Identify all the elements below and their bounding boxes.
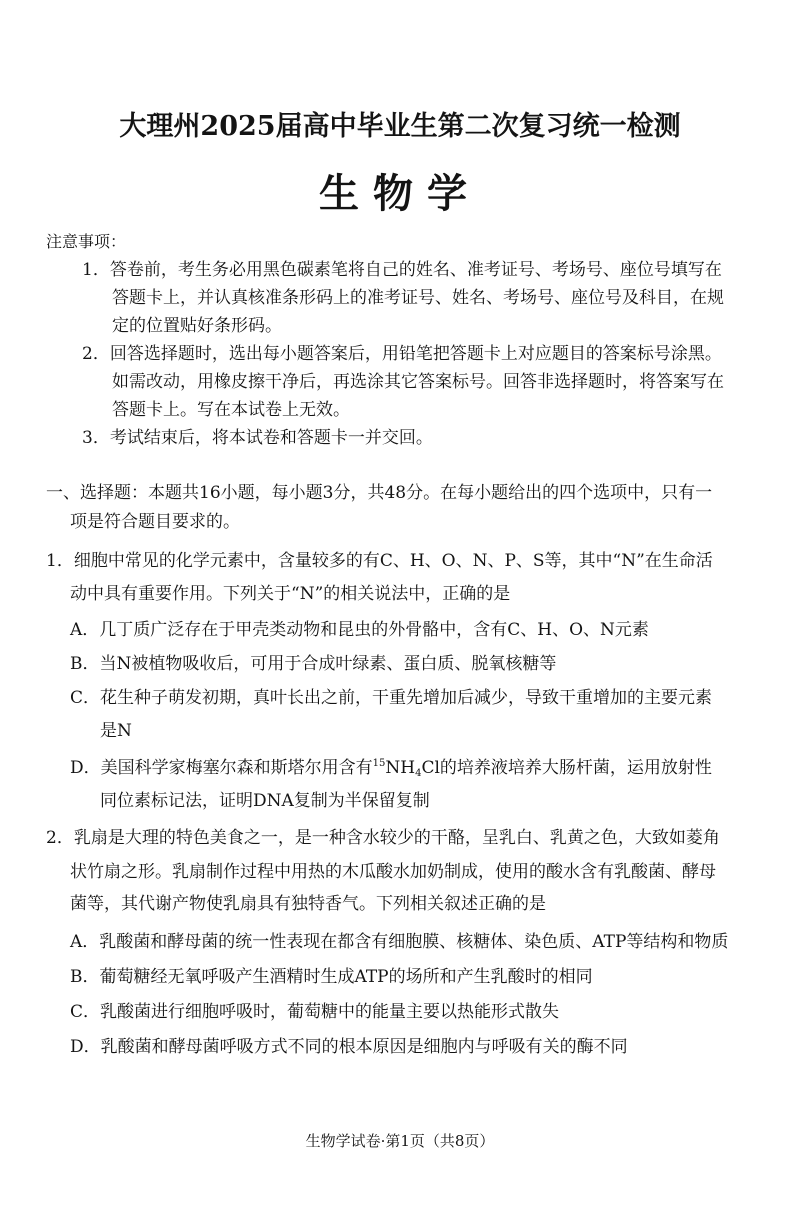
notice-heading: 注意事项： [46,232,127,251]
exam-title: 大理州2025届高中毕业生第二次复习统一检测 [119,111,681,142]
notice-item-2-line-3: 答题卡上。写在本试卷上无效。 [112,400,350,420]
question-2-option-c: C．乳酸菌进行细胞呼吸时，葡萄糖中的能量主要以热能形式散失 [70,1002,560,1022]
question-1-stem-line-2: 动中具有重要作用。下列关于“N”的相关说法中，正确的是 [70,584,511,604]
question-2-option-d: D．乳酸菌和酵母菌呼吸方式不同的根本原因是细胞内与呼吸有关的酶不同 [70,1037,628,1057]
section-1-heading-line-2: 项是符合题目要求的。 [70,512,240,532]
question-2-stem-line-3: 菌等，其代谢产物使乳扇具有独特香气。下列相关叙述正确的是 [70,894,546,914]
question-1-option-c-line-2: 是N [100,721,132,741]
question-2-option-a: A．乳酸菌和酵母菌的统一性表现在都含有细胞膜、核糖体、染色质、ATP等结构和物质 [70,932,729,952]
ammonium-subscript: 4 [415,768,422,779]
isotope-mass-number: 15 [372,758,386,769]
question-1-stem-line-1: 1．细胞中常见的化学元素中，含量较多的有C、H、O、N、P、S等，其中“N”在生命活 [46,551,713,571]
ammonium-formula: NH [385,758,416,778]
section-1-heading-line-1: 一、选择题：本题共16小题，每小题3分，共48分。在每小题给出的四个选项中，只有一 [46,483,713,503]
question-1-option-d-line-2: 同位素标记法，证明DNA复制为半保留复制 [100,791,430,811]
notice-item-3-line-1: 3．考试结束后，将本试卷和答题卡一并交回。 [82,428,433,448]
notice-item-1-line-3: 定的位置贴好条形码。 [112,316,282,336]
question-1-option-d-line-1 [70,757,712,779]
question-2-stem-line-1: 2．乳扇是大理的特色美食之一，是一种含水较少的干酪，呈乳白、乳黄之色，大致如菱角 [46,828,720,848]
question-2-stem-line-2: 状竹扇之形。乳扇制作过程中用热的木瓜酸水加奶制成，使用的酸水含有乳酸菌、酵母 [70,862,716,882]
page-footer: 生物学试卷·第1页（共8页） [305,1132,495,1150]
notice-item-1-line-2: 答题卡上，并认真核准条形码上的准考证号、姓名、考场号、座位号及科目，在规 [112,288,724,308]
question-1-option-a: A．几丁质广泛存在于甲壳类动物和昆虫的外骨骼中，含有C、H、O、N元素 [70,620,649,640]
question-2-option-b: B．葡萄糖经无氧呼吸产生酒精时生成ATP的场所和产生乳酸时的相同 [70,967,593,987]
subject-title: 生物学 [319,170,481,217]
chloride-formula: Cl [421,758,440,778]
notice-item-1-line-1: 1．答卷前，考生务必用黑色碳素笔将自己的姓名、准考证号、考场号、座位号填写在 [82,260,722,280]
option-d-text-end: 的培养液培养大肠杆菌，运用放射性 [439,758,712,778]
notice-item-2-line-1: 2．回答选择题时，选出每小题答案后，用铅笔把答题卡上对应题目的答案标号涂黑。 [82,344,722,364]
question-1-option-b: B．当N被植物吸收后，可用于合成叶绿素、蛋白质、脱氧核糖等 [70,654,557,674]
option-d-text-start: D．美国科学家梅塞尔森和斯塔尔用含有 [70,758,373,778]
notice-item-2-line-2: 如需改动，用橡皮擦干净后，再选涂其它答案标号。回答非选择题时，将答案写在 [112,372,724,392]
question-1-option-c-line-1: C．花生种子萌发初期，真叶长出之前，干重先增加后减少，导致干重增加的主要元素 [70,688,713,708]
